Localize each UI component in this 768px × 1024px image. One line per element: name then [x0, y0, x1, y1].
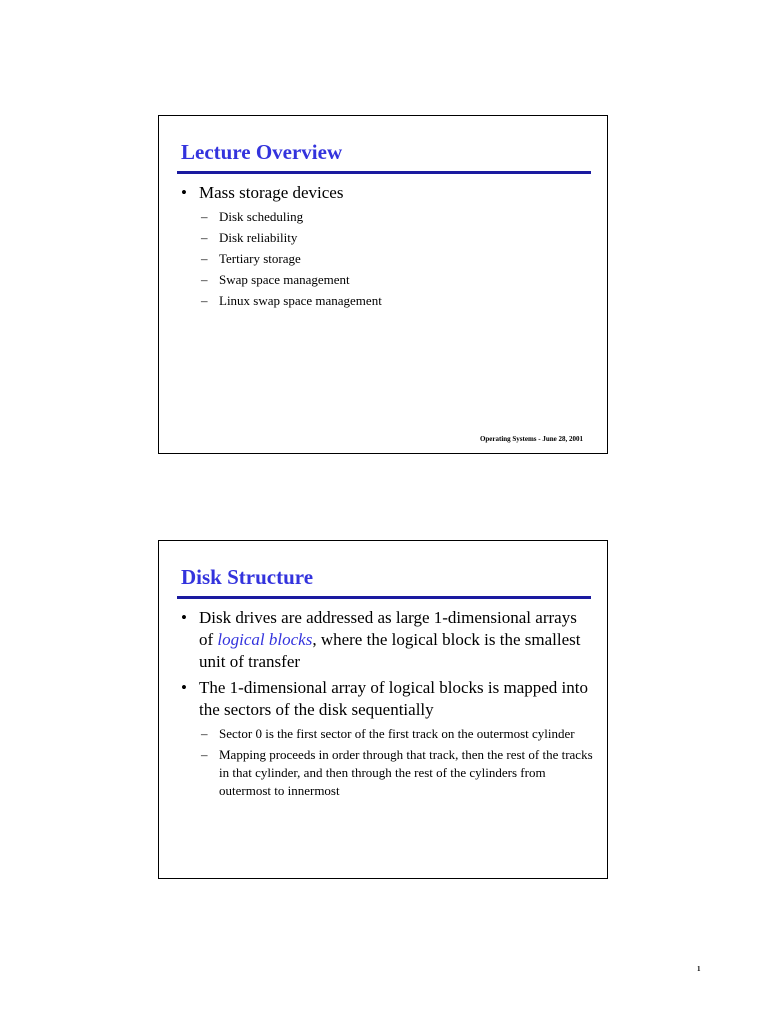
sub-item-text: Tertiary storage [219, 251, 301, 266]
sub-item [201, 229, 593, 247]
slide-disk-structure [158, 540, 608, 879]
bullet-text [199, 607, 593, 673]
slide-title: Lecture Overview [181, 140, 343, 164]
logical-blocks-emphasis: logical blocks [217, 630, 313, 649]
dash-mark: – [201, 272, 208, 287]
dash-mark: – [201, 726, 208, 741]
sub-item [201, 292, 593, 310]
sub-item [201, 271, 593, 289]
slide-footer: Operating Systems - June 28, 2001 [479, 435, 583, 443]
bullet-text: The 1-dimensional array of logical blocks is mapped into the sectors of the disk sequentially [199, 678, 589, 719]
bullet-mark: • [181, 183, 187, 202]
bullet-item [181, 182, 593, 204]
slide-body [181, 182, 593, 313]
sub-item [201, 746, 593, 800]
slide-lecture-overview [158, 115, 608, 454]
bullet-mark: • [181, 678, 187, 697]
slide-title: Disk Structure [181, 565, 314, 589]
page-number: 1 [697, 965, 701, 973]
dash-mark: – [201, 230, 208, 245]
bullet-item [181, 607, 593, 673]
sub-item-text: Disk scheduling [219, 209, 304, 224]
sub-item-text: Mapping proceeds in order through that track, then the rest of the tracks in that cylinder, and then through the rest of the cylinders from outermost to innermost [219, 747, 593, 798]
dash-mark: – [201, 747, 208, 762]
bullet-text-before: Disk drives are addressed as large 1-dimensional arrays of [199, 608, 577, 649]
sub-item-text: Sector 0 is the first sector of the first track on the outermost cylinder [219, 726, 575, 741]
sub-item [201, 250, 593, 268]
sub-item-text: Swap space management [219, 272, 350, 287]
dash-mark: – [201, 293, 208, 308]
dash-mark: – [201, 251, 208, 266]
slide-body [181, 607, 593, 803]
sub-item [201, 725, 593, 743]
bullet-mark: • [181, 608, 187, 627]
sub-item-text: Disk reliability [219, 230, 298, 245]
bullet-item [181, 677, 593, 721]
bullet-text-after: , where the logical block is the smallest unit of transfer [199, 630, 581, 671]
bullet-text: Mass storage devices [199, 183, 344, 202]
title-rule [177, 596, 591, 599]
sub-item-text: Linux swap space management [219, 293, 382, 308]
dash-mark: – [201, 209, 208, 224]
title-rule [177, 171, 591, 174]
sub-item [201, 208, 593, 226]
